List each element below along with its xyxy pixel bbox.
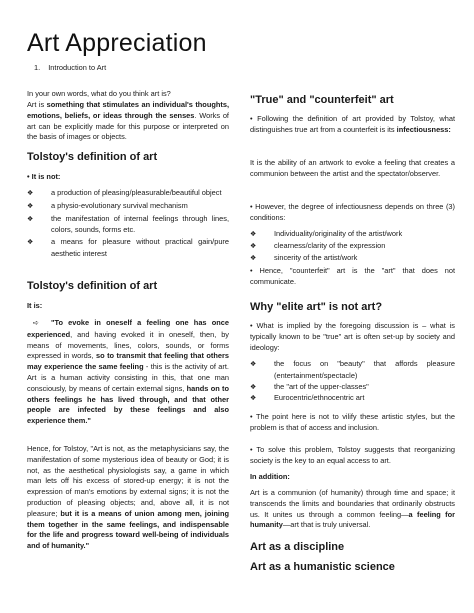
- item-text: Eurocentric/ethnocentric art: [274, 393, 365, 403]
- item-text: sincerity of the artist/work: [274, 252, 358, 262]
- page-title: Art Appreciation: [27, 29, 207, 57]
- humanistic-heading: Art as a humanistic science: [250, 561, 395, 573]
- bold-text: something that stimulates an individual's thoughts, emotions, beliefs, or ideas through the senses: [27, 100, 229, 120]
- elite-art-heading: Why "elite art" is not art?: [250, 301, 383, 313]
- bold-text: but it is a means of union among men, joining them together in the same feelings, and indispensable for the life and progress toward well-being of individuals and of humanity.": [27, 508, 229, 551]
- diamond-bullet-icon: ❖: [250, 242, 257, 250]
- in-addition-label: In addition:: [250, 472, 290, 481]
- text: , and having evoked it in oneself, then, by means of movements, lines, colors, sounds, or forms expressed in words,: [27, 329, 229, 361]
- bold-text: infectiousness:: [396, 124, 451, 134]
- following-paragraph: [250, 114, 455, 136]
- diamond-bullet-icon: ❖: [250, 361, 257, 368]
- diamond-bullet-icon: ❖: [27, 239, 34, 247]
- list-item: [250, 229, 455, 241]
- it-is-label: It is:: [27, 301, 43, 310]
- diamond-bullet-icon: ❖: [250, 383, 257, 391]
- item-text: the manifestation of internal feelings through lines, colors, sounds, forms etc.: [51, 213, 229, 235]
- diamond-bullet-icon: ❖: [27, 190, 34, 197]
- item-text: a production of pleasing/pleasurable/beautiful object: [51, 188, 222, 197]
- diamond-bullet-icon: ❖: [250, 395, 257, 403]
- question-text: In your own words, what do you think art is?: [27, 89, 171, 98]
- list-item: [27, 188, 229, 200]
- section-number: 1.: [34, 63, 41, 72]
- list-item: [250, 393, 455, 405]
- it-is-not-label: • It is not:: [27, 172, 61, 181]
- bold-text: a feeling for humanity: [250, 509, 455, 530]
- conditions-list: [250, 229, 455, 264]
- section-heading: [34, 63, 106, 74]
- tolstoy-quote: [27, 318, 229, 427]
- item-text: clearness/clarity of the expression: [274, 240, 386, 250]
- list-item: [250, 241, 455, 253]
- list-item: [27, 237, 229, 260]
- tolstoy-heading-2: Tolstoy's definition of art: [27, 280, 158, 292]
- counterfeit-paragraph: • Hence, "counterfeit" art is the "art" that does not communicate.: [250, 266, 455, 286]
- list-item: [27, 214, 229, 237]
- item-text: the focus on "beauty" that affords pleasure (entertainment/spectacle): [274, 359, 455, 380]
- text: • Following the definition of art provided by Tolstoy, what distinguishes true art from a counterfeit is its: [250, 114, 455, 134]
- diamond-bullet-icon: ❖: [27, 202, 34, 210]
- diamond-bullet-icon: ❖: [27, 215, 34, 223]
- bold-text: "To evoke in oneself a feeling one has once experienced: [27, 318, 229, 339]
- item-text: the "art of the upper-classes": [274, 381, 369, 391]
- list-item: [250, 253, 455, 265]
- true-counterfeit-heading: "True" and "counterfeit" art: [250, 94, 394, 106]
- bold-text: so to transmit that feeling that others may experience the same feeling: [27, 351, 230, 372]
- text: Art is: [27, 100, 47, 109]
- pointer-icon: ➪: [33, 320, 39, 327]
- section-title: Introduction to Art: [48, 63, 107, 72]
- discipline-heading: Art as a discipline: [250, 541, 345, 553]
- implied-paragraph: • What is implied by the foregoing discussion is – what is typically known to be "true" art is often set-up by society and ideology:: [250, 321, 455, 352]
- communion-paragraph: [250, 488, 455, 531]
- however-paragraph: • However, the degree of infectiousness depends on three (3) conditions:: [250, 202, 455, 222]
- solve-paragraph: • To solve this problem, Tolstoy suggests that reorganizing society is the key to an equal access to art.: [250, 445, 455, 465]
- point-paragraph: • The point here is not to vilify these artistic styles, but the problem is that of access and inclusion.: [250, 412, 455, 432]
- item-text: a physio-evolutionary survival mechanism: [51, 200, 188, 210]
- item-text: a means for pleasure without practical gain/pure aesthetic interest: [51, 237, 229, 258]
- art-definition-paragraph: [27, 100, 229, 143]
- ability-paragraph: It is the ability of an artwork to evoke a feeling that creates a communion between the artist and the spectator/observer.: [250, 158, 455, 178]
- list-item: [250, 382, 455, 394]
- diamond-bullet-icon: ❖: [250, 231, 257, 238]
- text: - this is the activity of art. Art is a human activity consisting in this, that one man consciously, by means of certain external signs,: [27, 362, 229, 393]
- diamond-bullet-icon: ❖: [250, 254, 257, 262]
- hence-paragraph: [27, 444, 229, 552]
- item-text: Individuality/originality of the artist/work: [274, 229, 403, 238]
- list-item: [250, 359, 455, 382]
- text: Art is a communion (of humanity) through time and space; it transcends the limits and boundaries that ordinarily obstructs us. It unites us through a common feeling—: [250, 488, 455, 519]
- text: —art that is truly universal.: [282, 520, 371, 530]
- list-item: [27, 201, 229, 213]
- bold-text: hands on to others feelings he has lived through, and that other people are infected by these feelings and also experience them.": [27, 383, 229, 426]
- tolstoy-heading-1: Tolstoy's definition of art: [27, 151, 158, 163]
- not-list: [27, 188, 229, 260]
- text: . Works of art can be explicitly made for this purpose or interpreted on the basis of images or objects.: [27, 110, 229, 142]
- text: Hence, for Tolstoy, "Art is not, as the metaphysicians say, the manifestation of some mysterious idea of beauty or God; it is not, as the aesthetical physiologists say, a game in which man lets off his excess of stored-up energy; it is not the expression of man's emotions by external signs; it is not the production of pleasing objects; and, above all, it is not pleasure;: [27, 444, 229, 518]
- elite-list: [250, 359, 455, 405]
